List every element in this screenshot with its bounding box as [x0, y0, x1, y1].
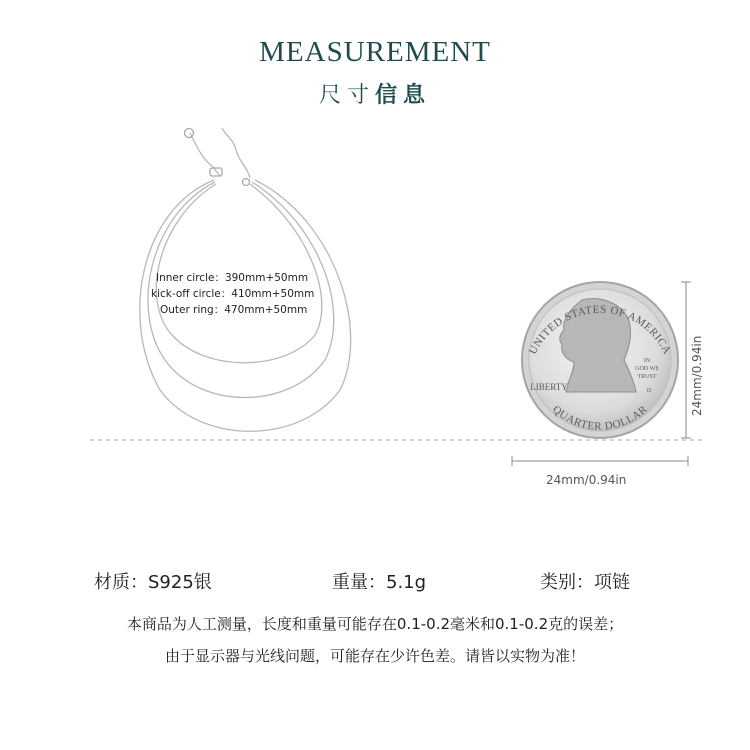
measurement-note: 本商品为人工测量，长度和重量可能存在0.1-0.2毫米和0.1-0.2克的误差； — [126, 615, 624, 633]
subtitle-bold: 信息 — [375, 83, 432, 108]
necklace-clasp-chain — [190, 128, 250, 178]
spec-kickoff-circle: kick-off circle：410mm+50mm — [151, 288, 315, 300]
weight-attribute: 重量：5.1g — [332, 572, 427, 593]
category-attribute: 类别：项链 — [540, 572, 630, 593]
clasp-ring-icon — [185, 129, 194, 138]
coin-top-legend: UNITED STATES OF AMERICA — [526, 303, 674, 357]
coin-mint-mark: D — [646, 388, 652, 394]
coin-motto-line-3: TRUST — [637, 374, 657, 380]
spec-outer-ring: Outer ring：470mm+50mm — [160, 304, 308, 316]
coin-width-label: 24mm/0.94in — [546, 473, 627, 487]
coin-height-label: 24mm/0.94in — [690, 335, 704, 416]
coin-bottom-legend: QUARTER DOLLAR — [550, 403, 650, 433]
color-note: 由于显示器与光线问题，可能存在少许色差。请皆以实物为准！ — [164, 647, 585, 665]
page-title: MEASUREMENT — [259, 36, 491, 68]
material-attribute: 材质：S925银 — [94, 572, 212, 593]
coin-drawing — [522, 282, 678, 438]
subtitle-light: 尺寸 — [318, 83, 375, 108]
spec-inner-circle: Inner circle：390mm+50mm — [156, 272, 309, 284]
coin-liberty: LIBERTY — [530, 382, 568, 392]
coin-motto-line-1: IN — [643, 358, 651, 364]
clasp-ring-small-icon — [243, 179, 250, 186]
coin-motto-line-2: GOD WE — [635, 366, 659, 372]
